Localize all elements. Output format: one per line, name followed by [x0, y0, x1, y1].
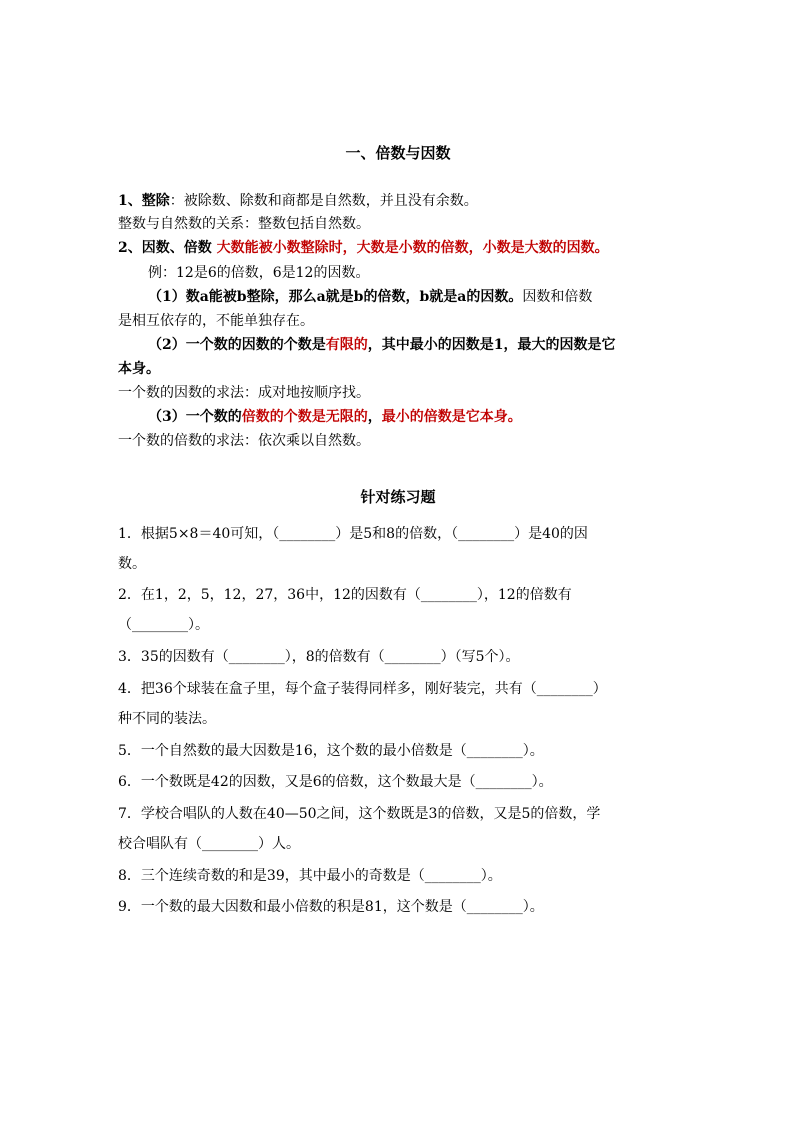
- question-3: 3．35的因数有（________），8的倍数有（________）（写5个）。: [118, 649, 520, 665]
- rule-3-line: [148, 406, 522, 426]
- definition-text: ：被除数、除数和商都是自然数，并且没有余数。: [169, 193, 478, 209]
- question-9: 9．一个数的最大因数和最小倍数的积是81，这个数是（________）。: [118, 899, 544, 915]
- rule-3-highlight-2: 最小的倍数是它本身。: [381, 409, 522, 425]
- section-title-multiples-factors: 一、倍数与因数: [345, 144, 451, 162]
- rule-1-line: [148, 286, 592, 306]
- rule-3-bold-a: （3）一个数的: [148, 409, 242, 425]
- rule-3-comma: ，: [367, 409, 382, 425]
- question-7-line-2: 校合唱队有（________）人。: [118, 836, 300, 852]
- question-5: 5．一个自然数的最大因数是16，这个数的最小倍数是（________）。: [118, 743, 544, 759]
- term-factors-multiples: 2、因数、倍数: [118, 240, 212, 256]
- example-line: 例：12是6的倍数，6是12的因数。: [148, 265, 370, 281]
- question-2-line-1: 2．在1，2，5，12，27，36中，12的因数有（________），12的倍数有: [118, 587, 572, 603]
- factor-method: 一个数的因数的求法：成对地按顺序找。: [118, 385, 370, 401]
- rule-2-bold-b: ，其中最小的因数是1，最大的因数是它: [367, 337, 616, 353]
- question-1-line-2: 数。: [118, 556, 146, 572]
- rule-2-bold-a: （2）一个数的因数的个数是: [148, 337, 326, 353]
- question-6: 6．一个数既是42的因数，又是6的倍数，这个数最大是（________）。: [118, 774, 553, 790]
- rule-2-line: [148, 334, 616, 354]
- question-1-line-1: 1．根据5×8＝40可知，（________）是5和8的倍数，（________）是40的因: [118, 526, 588, 542]
- definition-divisibility: [118, 190, 478, 210]
- rule-1-rest: 因数和倍数: [522, 289, 593, 305]
- question-4-line-2: 种不同的装法。: [118, 711, 216, 727]
- term-divisibility: 1、整除: [118, 193, 170, 209]
- rule-3-highlight-1: 倍数的个数是无限的: [241, 409, 368, 425]
- multiple-method: 一个数的倍数的求法：依次乘以自然数。: [118, 433, 370, 449]
- question-4-line-1: 4．把36个球装在盒子里，每个盒子装得同样多，刚好装完，共有（________）: [118, 681, 607, 697]
- rule-1-bold: （1）数a能被b整除，那么a就是b的倍数，b就是a的因数。: [148, 289, 523, 305]
- note-integers-naturals: 整数与自然数的关系：整数包括自然数。: [118, 216, 370, 232]
- question-2-line-2: （________）。: [118, 617, 209, 633]
- highlight-rule: 大数能被小数整除时，大数是小数的倍数，小数是大数的因数。: [211, 240, 609, 256]
- rule-1-continuation: 是相互依存的，不能单独存在。: [118, 313, 314, 329]
- rule-2-highlight: 有限的: [325, 337, 368, 353]
- section-title-exercises: 针对练习题: [360, 488, 436, 506]
- question-7-line-1: 7．学校合唱队的人数在40—50之间，这个数既是3的倍数，又是5的倍数，学: [118, 806, 601, 822]
- definition-factors-multiples: [118, 237, 609, 257]
- question-8: 8．三个连续奇数的和是39，其中最小的奇数是（________）。: [118, 868, 502, 884]
- rule-2-continuation: 本身。: [118, 361, 160, 377]
